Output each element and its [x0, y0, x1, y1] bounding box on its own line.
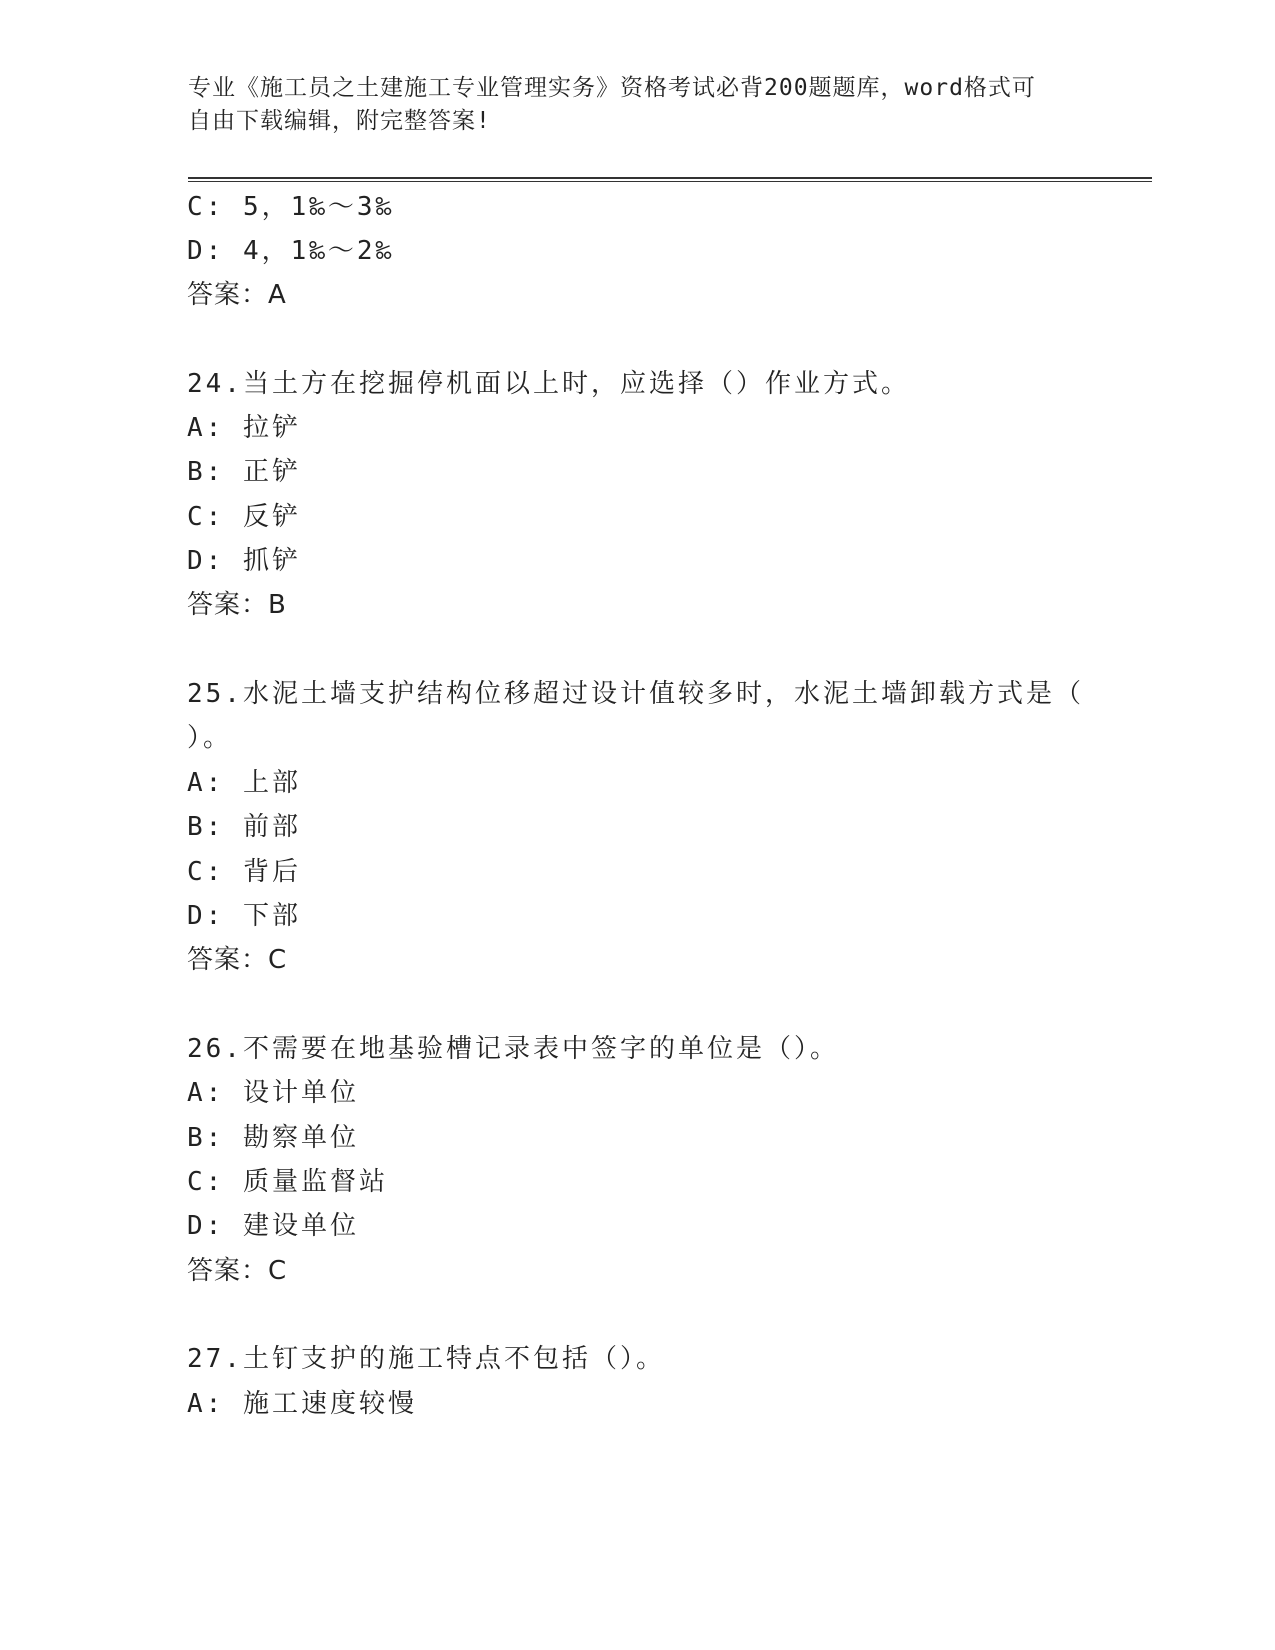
- option-b: B: 正铲: [187, 457, 301, 487]
- question-stem: 26.不需要在地基验槽记录表中签字的单位是（）。: [187, 1034, 839, 1064]
- answer: 答案：C: [187, 945, 288, 975]
- option-d: D: 抓铲: [187, 546, 301, 576]
- question-stem: 24.当土方在挖掘停机面以上时，应选择（）作业方式。: [187, 369, 910, 399]
- question-stem: 27.土钉支护的施工特点不包括（）。: [187, 1344, 665, 1374]
- answer: 答案：C: [187, 1256, 288, 1286]
- question-stem: 25.水泥土墙支护结构位移超过设计值较多时，水泥土墙卸载方式是（: [187, 679, 1084, 709]
- option-a: A: 施工速度较慢: [187, 1389, 417, 1419]
- prev-option-d: D: 4，1‰～2‰: [187, 236, 395, 266]
- option-b: B: 勘察单位: [187, 1123, 359, 1153]
- option-b: B: 前部: [187, 812, 301, 842]
- option-a: A: 拉铲: [187, 413, 301, 443]
- option-a: A: 设计单位: [187, 1078, 359, 1108]
- option-c: C: 背后: [187, 857, 301, 887]
- prev-option-c: C: 5，1‰～3‰: [187, 192, 395, 222]
- option-d: D: 建设单位: [187, 1211, 359, 1241]
- option-d: D: 下部: [187, 901, 301, 931]
- document-header: [188, 72, 1088, 138]
- header-divider: [188, 177, 1152, 182]
- option-c: C: 质量监督站: [187, 1167, 388, 1197]
- answer: 答案：B: [187, 590, 287, 620]
- question-stem-continued: ）。: [187, 723, 233, 753]
- option-c: C: 反铲: [187, 502, 301, 532]
- option-a: A: 上部: [187, 768, 301, 798]
- prev-answer: 答案：A: [187, 280, 287, 310]
- header-title-line-2: 自由下载编辑，附完整答案!: [188, 108, 491, 134]
- header-title-line-1: 专业《施工员之土建施工专业管理实务》资格考试必背200题题库，word格式可: [188, 75, 1036, 101]
